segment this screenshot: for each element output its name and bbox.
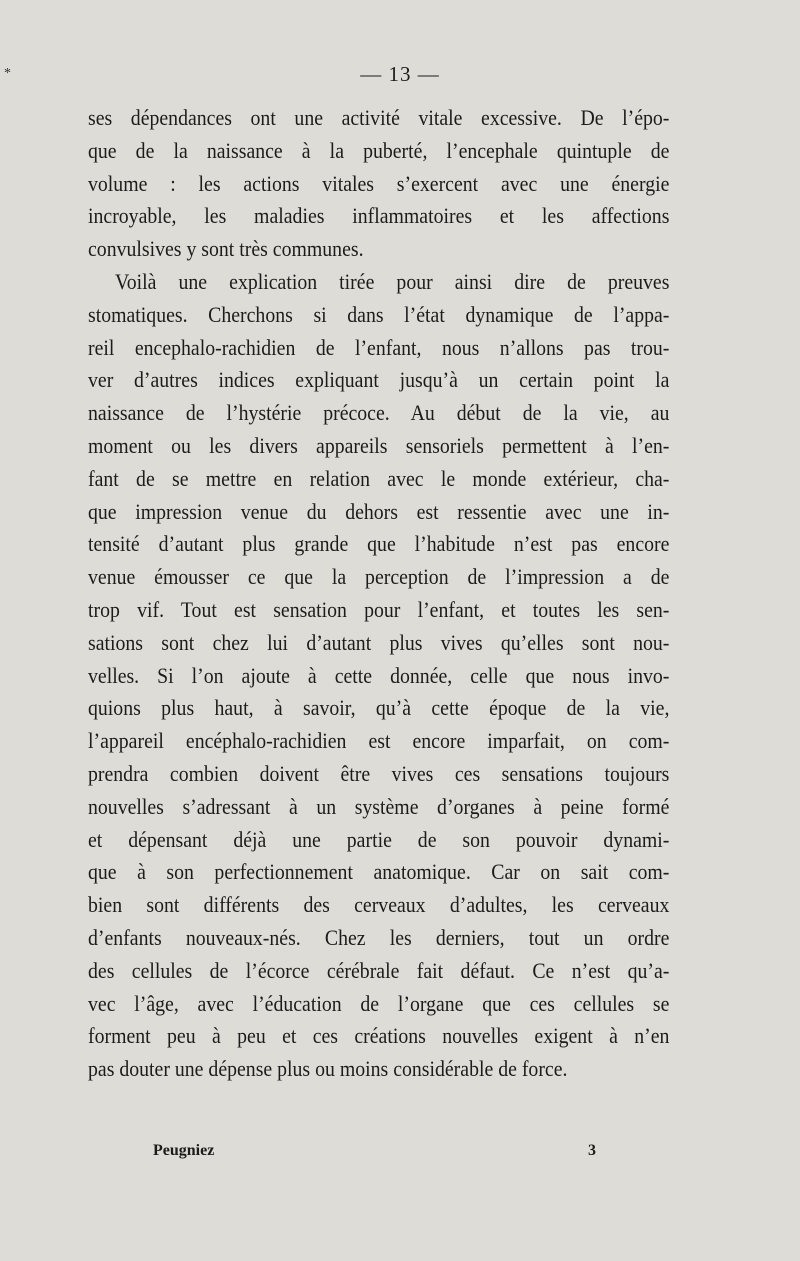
- text-line: que de la naissance à la puberté, l’encephale quintuple de: [88, 137, 670, 163]
- text-line: naissance de l’hystérie précoce. Au début de la vie, au: [88, 400, 670, 426]
- text-line: d’enfants nouveaux-nés. Chez les derniers, tout un ordre: [88, 924, 670, 950]
- text-line: ver d’autres indices expliquant jusqu’à un certain point la: [88, 367, 670, 393]
- footer-author: Peugniez: [153, 1142, 215, 1159]
- text-line: que impression venue du dehors est ressentie avec une in-: [88, 498, 670, 524]
- text-line: incroyable, les maladies inflammatoires et les affections: [88, 203, 670, 229]
- text-line: moment ou les divers appareils sensoriels permettent à l’en-: [88, 432, 670, 458]
- body-text: [88, 102, 670, 1086]
- text-line: pas douter une dépense plus ou moins considérable de force.: [88, 1056, 568, 1082]
- text-line: ses dépendances ont une activité vitale excessive. De l’épo-: [88, 105, 670, 130]
- text-line: convulsives y sont très communes.: [88, 236, 364, 262]
- text-line: tensité d’autant plus grande que l’habitude n’est pas encore: [88, 531, 670, 557]
- text-line: volume : les actions vitales s’exercent avec une énergie: [88, 170, 670, 196]
- text-line: stomatiques. Cherchons si dans l’état dynamique de l’appa-: [88, 301, 670, 327]
- text-line: quions plus haut, à savoir, qu’à cette époque de la vie,: [88, 695, 670, 721]
- text-line: sations sont chez lui d’autant plus vives qu’elles sont nou-: [88, 629, 670, 655]
- text-line: reil encephalo-rachidien de l’enfant, nous n’allons pas trou-: [88, 334, 670, 360]
- text-line: Voilà une explication tirée pour ainsi dire de preuves: [115, 268, 670, 294]
- text-line: nouvelles s’adressant à un système d’organes à peine formé: [88, 793, 670, 819]
- footer-signature-mark: 3: [588, 1142, 596, 1159]
- corner-mark: *: [4, 66, 11, 81]
- text-line: venue émousser ce que la perception de l’impression a de: [88, 564, 670, 590]
- page-number: — 13 —: [360, 62, 440, 86]
- text-line: prendra combien doivent être vives ces sensations toujours: [88, 760, 670, 786]
- text-line: et dépensant déjà une partie de son pouvoir dynami-: [88, 826, 670, 852]
- text-line: l’appareil encéphalo-rachidien est encore imparfait, on com-: [88, 728, 670, 754]
- text-line: trop vif. Tout est sensation pour l’enfant, et toutes les sen-: [88, 596, 670, 622]
- text-line: forment peu à peu et ces créations nouvelles exigent à n’en: [88, 1023, 670, 1049]
- text-line: que à son perfectionnement anatomique. Car on sait com-: [88, 859, 670, 885]
- text-line: bien sont différents des cerveaux d’adultes, les cerveaux: [88, 892, 670, 918]
- text-line: vec l’âge, avec l’éducation de l’organe que ces cellules se: [88, 990, 670, 1016]
- text-line: velles. Si l’on ajoute à cette donnée, celle que nous invo-: [88, 662, 670, 688]
- text-line: fant de se mettre en relation avec le monde extérieur, cha-: [88, 465, 670, 491]
- text-line: des cellules de l’écorce cérébrale fait défaut. Ce n’est qu’a-: [88, 957, 670, 983]
